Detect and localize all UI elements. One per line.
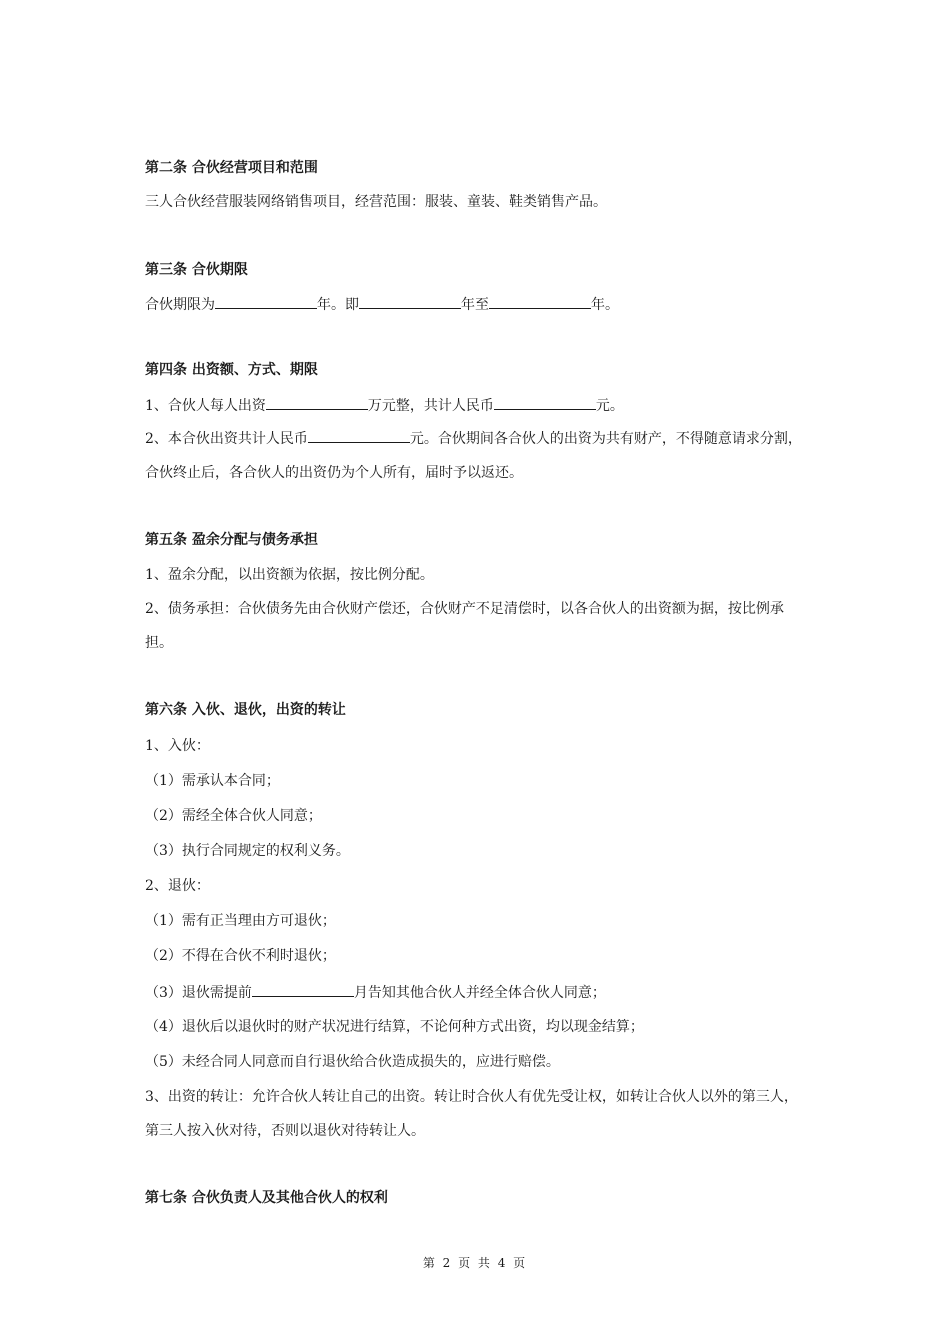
- article-7-heading: 第七条 合伙负责人及其他合伙人的权利: [145, 1190, 388, 1206]
- article-5-heading: 第五条 盈余分配与债务承担: [145, 532, 318, 548]
- page-footer: 第 2 页 共 4 页: [422, 1256, 528, 1270]
- article-4-heading: 第四条 出资额、方式、期限: [145, 362, 318, 378]
- contribution-text-3: 元。: [595, 398, 624, 414]
- article-3-heading: 第三条 合伙期限: [145, 262, 248, 278]
- quit-item-3: [145, 982, 606, 1003]
- join-item-1: （1）需承认本合同；: [145, 773, 280, 789]
- article-5-item-1: 1、盈余分配，以出资额为依据，按比例分配。: [145, 567, 434, 583]
- article-5-item-2: 2、债务承担：合伙债务先由合伙财产偿还，合伙财产不足清偿时，以各合伙人的出资额为据，按比例承担。: [145, 601, 784, 651]
- term-text-3: 年至: [461, 297, 489, 313]
- article-2-heading: 第二条 合伙经营项目和范围: [145, 160, 318, 176]
- contribution-amount-blank: [266, 395, 368, 410]
- quit-notice-text-1: （3）退伙需提前: [145, 985, 252, 1001]
- term-start-blank: [359, 294, 461, 309]
- contribution-total-blank: [494, 395, 596, 410]
- article-4-item-1: [145, 395, 624, 416]
- article-6-heading: 第六条 入伙、退伙，出资的转让: [145, 702, 346, 718]
- transfer-clause: 3、出资的转让：允许合伙人转让自己的出资。转让时合伙人有优先受让权，如转让合伙人以外的第三人，第三人按入伙对待，否则以退伙对待转让人。: [145, 1089, 798, 1139]
- quit-notice-text-2: 月告知其他合伙人并经全体合伙人同意；: [353, 985, 606, 1001]
- quit-item-2: （2）不得在合伙不利时退伙；: [145, 948, 336, 964]
- term-end-blank: [489, 294, 591, 309]
- article-2-text: 三人合伙经营服装网络销售项目，经营范围：服装、童装、鞋类销售产品。: [145, 194, 607, 210]
- total-capital-text-1: 2、本合伙出资共计人民币: [145, 431, 308, 447]
- term-text-1: 合伙期限为: [145, 297, 215, 313]
- contribution-text-1: 1、合伙人每人出资: [145, 398, 266, 414]
- quit-item-4: （4）退伙后以退伙时的财产状况进行结算，不论何种方式出资，均以现金结算；: [145, 1019, 644, 1035]
- article-3-term-line: [145, 294, 619, 315]
- join-item-3: （3）执行合同规定的权利义务。: [145, 843, 350, 859]
- join-item-2: （2）需经全体合伙人同意；: [145, 808, 322, 824]
- contribution-text-2: 万元整，共计人民币: [367, 398, 494, 414]
- total-capital-blank: [308, 428, 410, 443]
- term-text-2: 年。即: [317, 297, 359, 313]
- quit-title: 2、退伙：: [145, 878, 210, 894]
- total-capital-text-2: 元。合伙期间各合伙人的出资为共有财产，不得随意请求分割，合伙终止后，各合伙人的出资仍为个人所有，届时予以返还。: [145, 431, 802, 481]
- article-4-item-2: [145, 422, 810, 490]
- term-years-blank: [215, 294, 317, 309]
- join-title: 1、入伙：: [145, 738, 210, 754]
- quit-item-1: （1）需有正当理由方可退伙；: [145, 913, 336, 929]
- quit-item-5: （5）未经合同人同意而自行退伙给合伙造成损失的，应进行赔偿。: [145, 1054, 560, 1070]
- term-text-4: 年。: [591, 297, 619, 313]
- quit-notice-months-blank: [252, 982, 354, 997]
